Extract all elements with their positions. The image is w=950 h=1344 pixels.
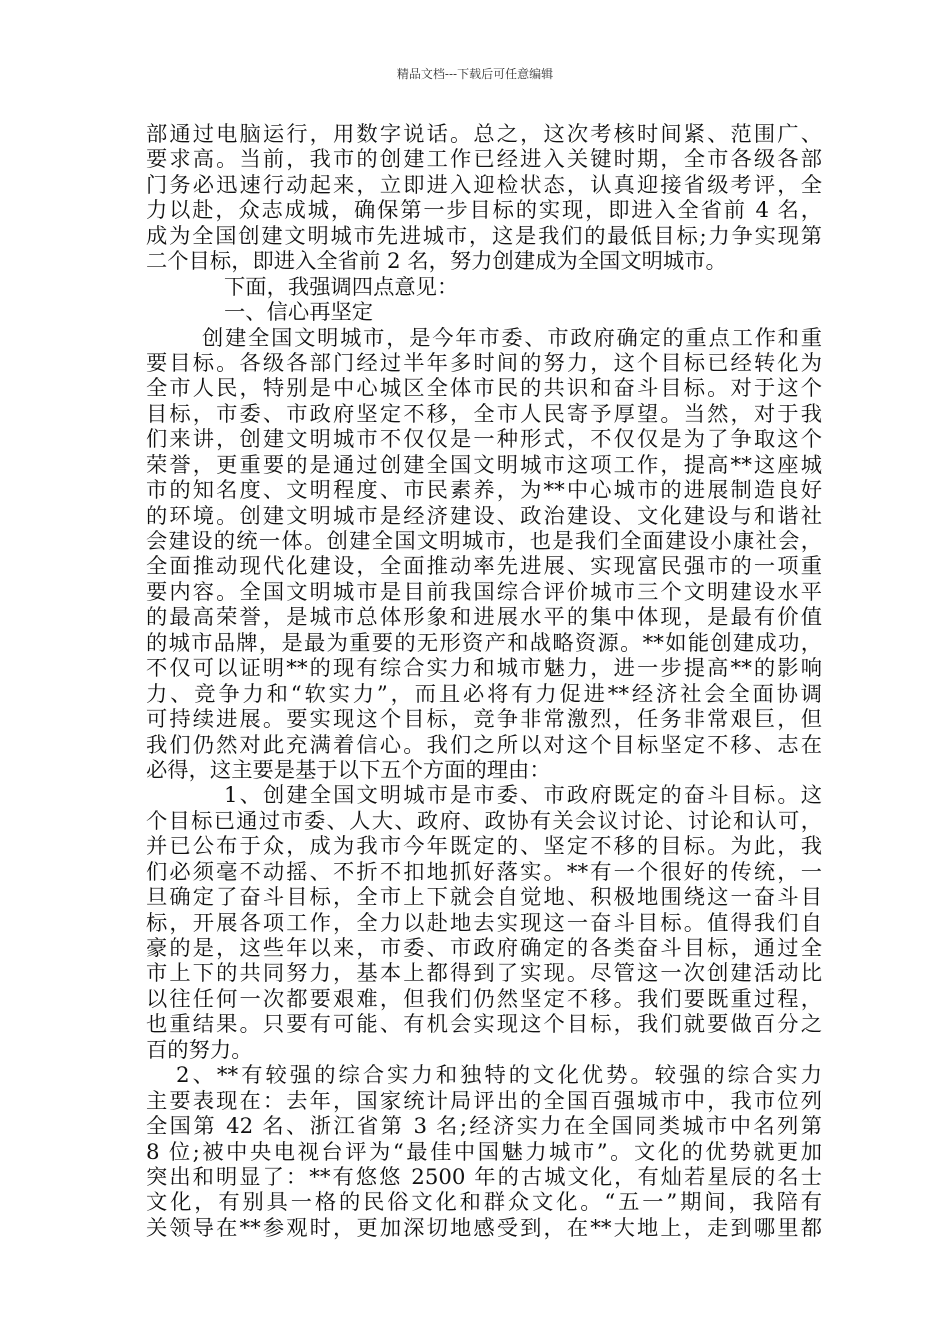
text-line: 门务必迅速行动起来，立即进入迎检状态，认真迎接省级考评，全 — [146, 172, 822, 198]
text-line: 目标，市委、市政府坚定不移，全市人民寄予厚望。当然，对于我 — [146, 401, 822, 427]
text-line: 力、竞争力和“软实力”，而且必将有力促进**经济社会全面协调 — [146, 681, 822, 707]
text-line: 旦确定了奋斗目标，全市上下就会自觉地、积极地围绕这一奋斗目 — [146, 885, 822, 911]
text-line: 以往任何一次都要艰难，但我们仍然坚定不移。我们要既重过程， — [146, 986, 822, 1012]
document-body — [146, 122, 822, 1241]
text-line: 也重结果。只要有可能、有机会实现这个目标，我们就要做百分之 — [146, 1012, 822, 1038]
text-line: 二个目标，即进入全省前 2 名，努力创建成为全国文明城市。 — [146, 249, 727, 275]
text-line: 可持续进展。要实现这个目标，竞争非常激烈，任务非常艰巨，但 — [146, 707, 822, 733]
text-line: 全国第 42 名、浙江省第 3 名;经济实力在全国同类城市中名列第 — [146, 1114, 822, 1140]
text-line: 突出和明显了：**有悠悠 2500 年的古城文化，有灿若星辰的名士 — [146, 1164, 822, 1190]
text-line: 市的知名度、文明程度、市民素养，为**中心城市的进展制造良好 — [146, 478, 822, 504]
text-line: 会建设的统一体。创建全国文明城市，也是我们全面建设小康社会， — [146, 529, 822, 554]
text-line: 豪的是，这些年以来，市委、市政府确定的各类奋斗目标，通过全 — [146, 936, 822, 961]
text-line: 文化，有别具一格的民俗文化和群众文化。“五一”期间，我陪有 — [146, 1190, 822, 1216]
text-line: 个目标已通过市委、人大、政府、政协有关会议讨论、讨论和认可， — [146, 808, 822, 834]
text-line: 我们仍然对此充满着信心。我们之所以对这个目标坚定不移、志在 — [146, 732, 822, 758]
text-line: 不仅可以证明**的现有综合实力和城市魅力，进一步提高**的影响 — [146, 656, 822, 682]
text-line: 们必须毫不动摇、不折不扣地抓好落实。**有一个很好的传统，一 — [146, 859, 822, 885]
text-line: 2、**有较强的综合实力和独特的文化优势。较强的综合实力 — [176, 1063, 822, 1089]
text-line: 并已公布于众，成为我市今年既定的、坚定不移的目标。为此，我 — [146, 834, 822, 860]
text-line: 部通过电脑运行，用数字说话。总之，这次考核时间紧、范围广、 — [146, 122, 822, 147]
text-line: 荣誉，更重要的是通过创建全国文明城市这项工作，提高**这座城 — [146, 452, 822, 478]
text-line: 们来讲，创建文明城市不仅仅是一种形式，不仅仅是为了争取这个 — [146, 427, 822, 453]
text-line: 市上下的共同努力，基本上都得到了实现。尽管这一次创建活动比 — [146, 961, 822, 987]
text-line: 一、信心再坚定 — [224, 300, 374, 326]
text-line: 的最高荣誉，是城市总体形象和进展水平的集中体现，是最有价值 — [146, 605, 822, 631]
text-line: 全面推动现代化建设，全面推动率先进展、实现富民强市的一项重 — [146, 554, 822, 580]
text-line: 百的努力。 — [146, 1037, 253, 1063]
text-line: 成为全国创建文明城市先进城市，这是我们的最低目标;力争实现第 — [146, 223, 822, 249]
text-line: 的城市品牌，是最为重要的无形资产和战略资源。**如能创建成功， — [146, 630, 822, 656]
text-line: 要求高。当前，我市的创建工作已经进入关键时期，全市各级各部 — [146, 147, 822, 173]
text-line: 标，开展各项工作，全力以赴地去实现这一奋斗目标。值得我们自 — [146, 910, 822, 936]
text-line: 力以赴，众志成城，确保第一步目标的实现，即进入全省前 4 名， — [146, 198, 822, 224]
text-line: 关领导在**参观时，更加深切地感受到，在**大地上，走到哪里都 — [146, 1215, 822, 1241]
text-line: 的环境。创建文明城市是经济建设、政治建设、文化建设与和谐社 — [146, 503, 822, 529]
text-line: 1、创建全国文明城市是市委、市政府既定的奋斗目标。这 — [224, 783, 822, 809]
text-line: 要目标。各级各部门经过半年多时间的努力，这个目标已经转化为 — [146, 350, 822, 376]
text-line: 全市人民，特别是中心城区全体市民的共识和奋斗目标。对于这个 — [146, 376, 822, 402]
text-line: 创建全国文明城市，是今年市委、市政府确定的重点工作和重 — [202, 325, 822, 351]
text-line: 要内容。全国文明城市是目前我国综合评价城市三个文明建设水平 — [146, 579, 822, 605]
page-header: 精品文档---下载后可任意编辑 — [396, 67, 554, 81]
text-line: 主要表现在：去年，国家统计局评出的全国百强城市中，我市位列 — [146, 1088, 822, 1114]
text-line: 下面，我强调四点意见： — [224, 274, 459, 300]
text-line: 必得，这主要是基于以下五个方面的理由： — [146, 757, 551, 783]
text-line: 8 位;被中央电视台评为“最佳中国魅力城市”。文化的优势就更加 — [146, 1139, 822, 1165]
